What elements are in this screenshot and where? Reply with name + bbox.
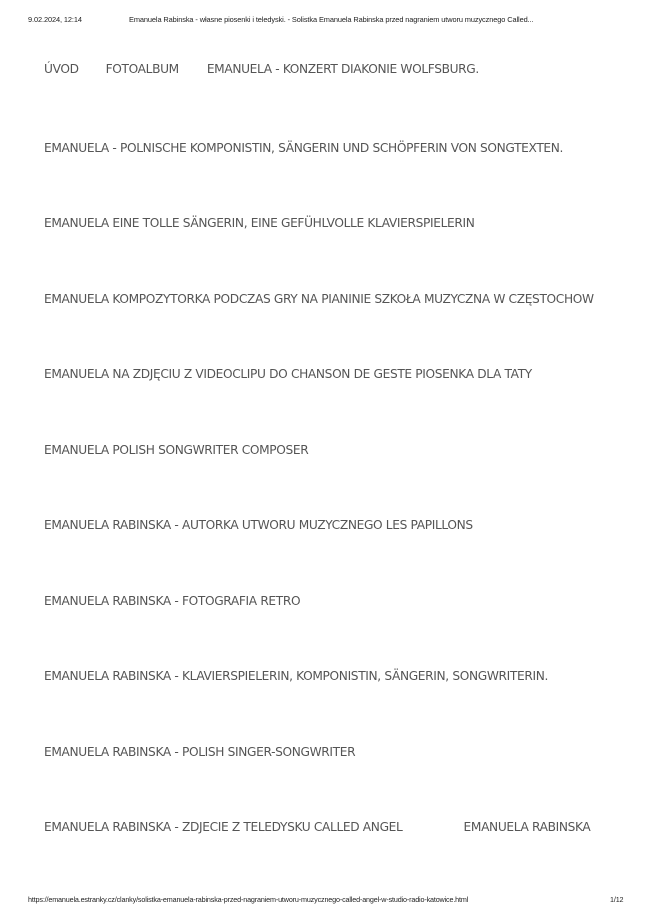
print-page-title: Emanuela Rabinska - własne piosenki i teledyski. - Solistka Emanuela Rabinska przed nagraniem utworu muzycznego Called... (129, 15, 534, 24)
nav-item-uvod[interactable]: ÚVOD (44, 62, 79, 76)
menu-item (44, 363, 532, 382)
menu-item (44, 590, 300, 609)
menu-link-polish-singer-songwriter[interactable]: EMANUELA RABINSKA - POLISH SINGER-SONGWRITER (44, 745, 356, 759)
menu-item (44, 514, 473, 533)
nav-item-fotoalbum[interactable]: FOTOALBUM (105, 62, 179, 76)
page-indicator: 1/12 (610, 895, 624, 904)
nav-item-konzert-diakonie[interactable]: EMANUELA - KONZERT DIAKONIE WOLFSBURG. (206, 62, 479, 76)
menu-item (44, 665, 548, 684)
menu-link-emanuela-rabinska[interactable]: EMANUELA RABINSKA (463, 820, 591, 834)
menu-item (44, 741, 355, 760)
menu-item (44, 212, 475, 231)
print-datetime: 9.02.2024, 12:14 (28, 15, 82, 24)
menu-link-polnische-komponistin[interactable]: EMANUELA - POLNISCHE KOMPONISTIN, SÄNGERIN UND SCHÖPFERIN VON SONGTEXTEN. (44, 141, 564, 155)
menu-link-polish-songwriter[interactable]: EMANUELA POLISH SONGWRITER COMPOSER (44, 443, 309, 457)
menu-link-klavierspielerin[interactable]: EMANUELA RABINSKA - KLAVIERSPIELERIN, KOMPONISTIN, SÄNGERIN, SONGWRITERIN. (44, 669, 548, 683)
menu-item (44, 137, 563, 156)
menu-link-fotografia-retro[interactable]: EMANUELA RABINSKA - FOTOGRAFIA RETRO (44, 594, 301, 608)
menu-link-les-papillons[interactable]: EMANUELA RABINSKA - AUTORKA UTWORU MUZYCZNEGO LES PAPILLONS (44, 518, 473, 532)
menu-item (44, 439, 308, 458)
print-header (28, 15, 630, 29)
menu-link-videoclip-chanson[interactable]: EMANUELA NA ZDJĘCIU Z VIDEOCLIPU DO CHANSON DE GESTE PIOSENKA DLA TATY (44, 367, 532, 381)
top-navigation (44, 62, 650, 76)
menu-link-tolle-saengerin[interactable]: EMANUELA EINE TOLLE SÄNGERIN, EINE GEFÜHLVOLLE KLAVIERSPIELERIN (44, 216, 475, 230)
menu-item (44, 816, 590, 835)
menu-item (44, 288, 594, 307)
menu-link-called-angel[interactable]: EMANUELA RABINSKA - ZDJECIE Z TELEDYSKU CALLED ANGEL (44, 820, 403, 834)
print-footer (28, 895, 630, 909)
menu-link-kompozytorka-pianino[interactable]: EMANUELA KOMPOZYTORKA PODCZAS GRY NA PIANINIE SZKOŁA MUZYCZNA W CZĘSTOCHOW (44, 292, 594, 306)
print-url: https://emanuela.estranky.cz/clanky/solistka-emanuela-rabinska-przed-nagraniem-utworu-muzycznego-called-angel-w-studio-radio-katowice.html (28, 895, 469, 904)
